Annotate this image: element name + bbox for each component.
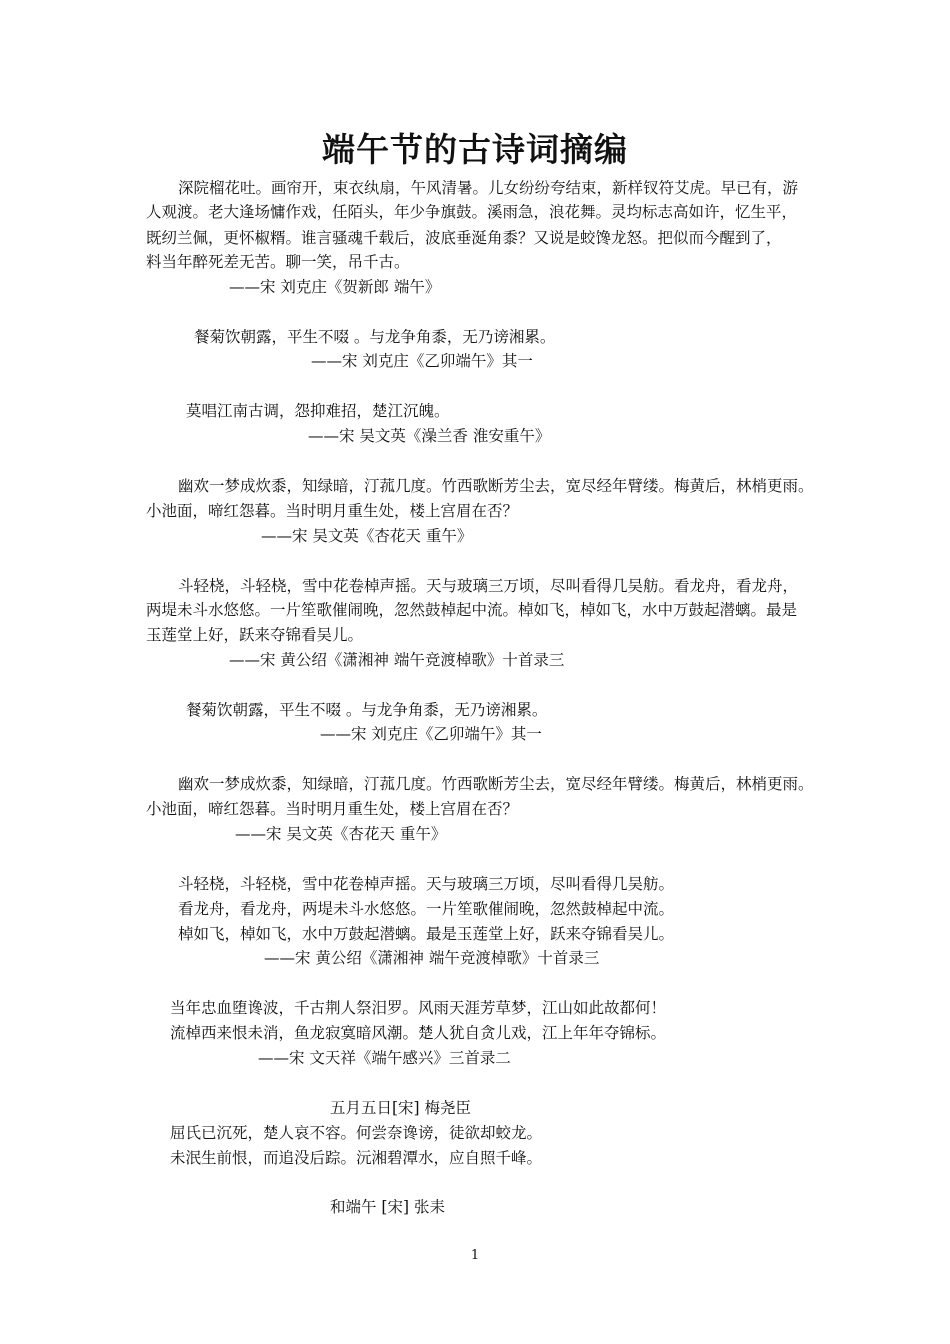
text-line: 小池面，啼红怨暮。当时明月重生处，楼上宫眉在否？ [146, 502, 519, 520]
page-number: 1 [470, 1248, 480, 1263]
attribution-line: ——宋 吴文英《澡兰香 淮安重午》 [308, 427, 551, 445]
text-line: 幽欢一梦成炊黍，知绿暗，汀菰几度。竹西歌断芳尘去，宽尽经年臂缕。梅黄后，林梢更雨。 [178, 477, 814, 495]
text-line: 棹如飞，棹如飞，水中万鼓起潜螭。最是玉莲堂上好，跃来夺锦看吴儿。 [178, 925, 675, 943]
text-line: 幽欢一梦成炊黍，知绿暗，汀菰几度。竹西歌断芳尘去，宽尽经年臂缕。梅黄后，林梢更雨。 [178, 775, 814, 793]
text-line: 斗轻桡，斗轻桡，雪中花卷棹声摇。天与玻璃三万顷，尽叫看得几吴舫。 [178, 875, 675, 893]
attribution-line: ——宋 吴文英《杏花天 重午》 [261, 527, 473, 545]
text-line: 未泯生前恨，而追没后踪。沅湘碧潭水，应自照千峰。 [170, 1149, 543, 1167]
poem-heading: 和端午 [宋] 张耒 [330, 1198, 445, 1216]
text-line: 深院榴花吐。画帘开，束衣纨扇，午风清暑。儿女纷纷夸结束，新样钗符艾虎。早已有，游 [178, 179, 799, 197]
text-line: 餐菊饮朝露，平生不啜 。与龙争角黍，无乃谤湘累。 [194, 328, 556, 346]
attribution-line: ——宋 刘克庄《乙卯端午》其一 [320, 725, 542, 743]
attribution-line: ——宋 刘克庄《贺新郎 端午》 [229, 278, 441, 296]
text-line: 玉莲堂上好，跃来夺锦看吴儿。 [146, 626, 364, 644]
text-line: 斗轻桡，斗轻桡，雪中花卷棹声摇。天与玻璃三万顷，尽叫看得几吴舫。看龙舟，看龙舟， [178, 577, 799, 595]
attribution-line: ——宋 吴文英《杏花天 重午》 [235, 825, 447, 843]
attribution-line: ——宋 文天祥《端午感兴》三首录二 [258, 1049, 511, 1067]
text-line: 既纫兰佩，更怀椒糈。谁言骚魂千载后，波底垂涎角黍？又说是蛟馋龙怒。把似而今醒到了， [146, 229, 782, 247]
text-line: 流棹西来恨未消，鱼龙寂寞暗风潮。楚人犹自贪儿戏，江上年年夺锦标。 [170, 1024, 667, 1042]
poem-heading: 五月五日[宋] 梅尧臣 [330, 1099, 472, 1117]
text-line: 莫唱江南古调，怨抑难招，楚江沉魄。 [186, 402, 450, 420]
text-line: 料当年醉死差无苦。聊一笑，吊千古。 [146, 253, 410, 271]
text-line: 当年忠血堕谗波，千古荆人祭汨罗。风雨天涯芳草梦，江山如此故都何！ [170, 999, 667, 1017]
document-title: 端午节的古诗词摘编 [322, 130, 628, 169]
attribution-line: ——宋 黄公绍《潇湘神 端午竞渡棹歌》十首录三 [264, 949, 600, 967]
text-line: 小池面，啼红怨暮。当时明月重生处，楼上宫眉在否？ [146, 800, 519, 818]
attribution-line: ——宋 刘克庄《乙卯端午》其一 [311, 352, 533, 370]
text-line: 看龙舟，看龙舟，两堤未斗水悠悠。一片笙歌催闹晚，忽然鼓棹起中流。 [178, 900, 675, 918]
text-line: 屈氏已沉死，楚人哀不容。何尝奈谗谤，徒欲却蛟龙。 [170, 1124, 543, 1142]
text-line: 人观渡。老大逢场慵作戏，任陌头，年少争旗鼓。溪雨急，浪花舞。灵均标志高如许，忆生平， [146, 203, 798, 221]
attribution-line: ——宋 黄公绍《潇湘神 端午竞渡棹歌》十首录三 [229, 651, 565, 669]
text-line: 餐菊饮朝露，平生不啜 。与龙争角黍，无乃谤湘累。 [186, 701, 548, 719]
text-line: 两堤未斗水悠悠。一片笙歌催闹晚，忽然鼓棹起中流。棹如飞，棹如飞，水中万鼓起潜螭。最是 [146, 601, 798, 619]
